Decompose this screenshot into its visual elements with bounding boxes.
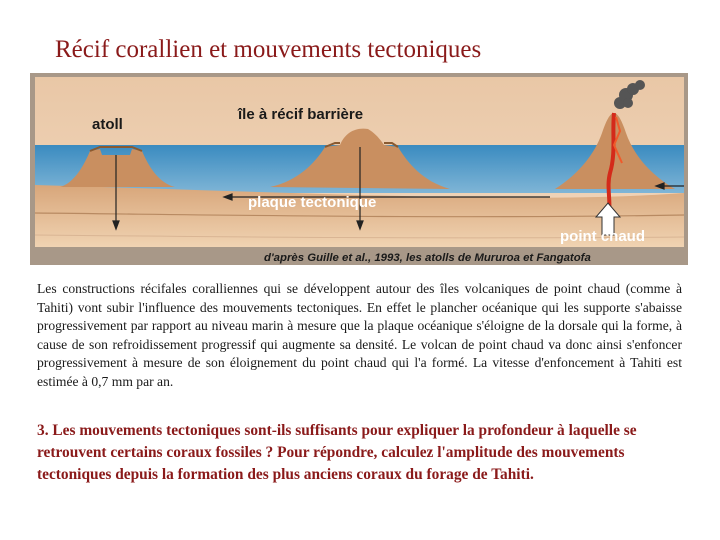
tectonic-diagram: [30, 73, 688, 265]
question-text: 3. Les mouvements tectoniques sont-ils suffisants pour expliquer la profondeur à laquelle se retrouvent certains coraux fossiles ? Pour répondre, calculez l'amplitude des mouvements tectoniques depuis la formation des plus anciens coraux du forage de Tahiti.: [37, 422, 637, 484]
label-barrier-island: île à récif barrière: [238, 106, 364, 123]
label-hotspot: point chaud: [560, 228, 645, 245]
figure-credit: d'après Guille et al., 1993, les atolls de Mururoa et Fangatofa: [264, 252, 591, 264]
diagram-svg: [30, 73, 688, 265]
label-plate: plaque tectonique: [248, 194, 377, 211]
body-paragraph: Les constructions récifales coralliennes qui se développent autour des îles volcaniques de point chaud (comme à Tahiti) vont subir l'influence des mouvements tectoniques. En effet le plancher océanique qui les supporte s'abaisse progressivement par rapport au niveau marin à mesure que la plaque océanique s'éloigne de la dorsale qui la forme, à cause de son refroidissement progressif qui augmente sa densité. Le volcan de point chaud va donc ainsi s'enfoncer progressivement à mesure de son éloignement du point chaud qui l'a formé. La vitesse d'enfoncement à Tahiti est estimée à 0,7 mm par an.: [37, 281, 682, 389]
label-atoll: atoll: [92, 116, 123, 133]
page-title: Récif corallien et mouvements tectoniques: [55, 36, 482, 63]
